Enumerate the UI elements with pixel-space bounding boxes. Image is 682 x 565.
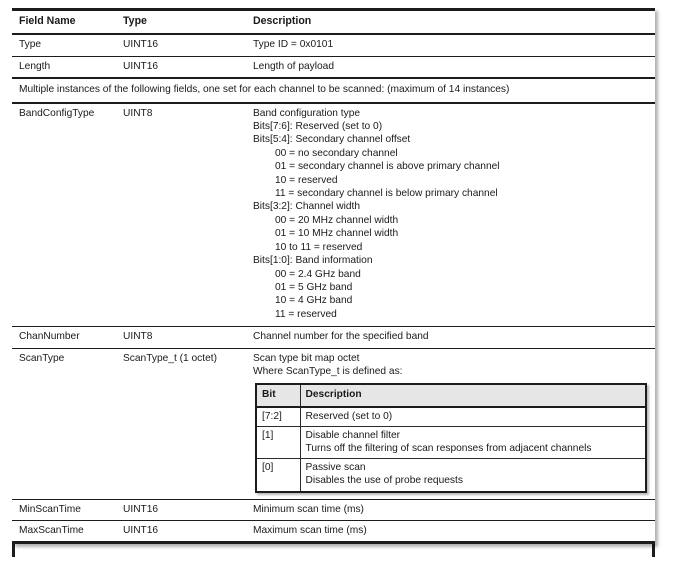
- desc-line: 10 = 4 GHz band: [275, 295, 353, 307]
- bitmap-row: [256, 459, 646, 492]
- cell-description: Type ID = 0x0101: [246, 34, 655, 56]
- cell-description: Minimum scan time (ms): [246, 499, 655, 520]
- bitmap-row: [256, 426, 646, 458]
- bitmap-cell-description: [300, 407, 646, 427]
- bitmap-cell-bit: [1]: [256, 426, 300, 458]
- desc-line: 01 = 10 MHz channel width: [275, 228, 399, 240]
- desc-line: Where ScanType_t is defined as:: [253, 365, 403, 377]
- bitmap-cell-description: [300, 459, 646, 492]
- table-row: [12, 56, 655, 78]
- bitmap-cell-bit: [0]: [256, 459, 300, 492]
- desc-line: Bits[5:4]: Secondary channel offset: [253, 134, 411, 146]
- cell-field-name: ScanType: [12, 348, 116, 499]
- desc-line: 11 = secondary channel is below primary channel: [275, 188, 498, 200]
- bitmap-column-header-description: Description: [300, 384, 646, 406]
- cell-field-name: BandConfigType: [12, 103, 116, 327]
- table-row: [12, 34, 655, 56]
- cell-type: UINT16: [116, 520, 246, 542]
- cell-description: [246, 103, 655, 327]
- cell-description: Channel number for the specified band: [246, 327, 655, 348]
- desc-line: 11 = reserved: [275, 308, 337, 320]
- cell-description: [246, 348, 655, 499]
- cell-type: ScanType_t (1 octet): [116, 348, 246, 499]
- cell-type: UINT8: [116, 327, 246, 348]
- table-span-note-row: [12, 78, 655, 102]
- desc-line: Bits[7:6]: Reserved (set to 0): [253, 121, 383, 133]
- desc-line: Scan type bit map octet: [253, 352, 360, 364]
- desc-line: 10 = reserved: [275, 174, 338, 186]
- column-header-field-name: Field Name: [12, 10, 116, 35]
- cell-description: Length of payload: [246, 56, 655, 78]
- cell-field-name: ChanNumber: [12, 327, 116, 348]
- column-header-type: Type: [116, 10, 246, 35]
- desc-line: Bits[3:2]: Channel width: [253, 201, 361, 213]
- table-row-scantype: [12, 348, 655, 499]
- scantype-bitmap-table: [255, 383, 647, 492]
- cell-type: UINT8: [116, 103, 246, 327]
- cell-type: UINT16: [116, 499, 246, 520]
- desc-line: 01 = secondary channel is above primary channel: [275, 161, 500, 173]
- desc-line: 00 = 2.4 GHz band: [275, 268, 361, 280]
- desc-line: Band configuration type: [253, 107, 361, 119]
- bitmap-column-header-bit: Bit: [256, 384, 300, 406]
- cell-field-name: Length: [12, 56, 116, 78]
- table-row-channumber: [12, 327, 655, 348]
- column-header-description: Description: [246, 10, 655, 35]
- table-row-bandconfigtype: [12, 103, 655, 327]
- bitmap-desc-line: Disable channel filter: [305, 429, 401, 441]
- cell-field-name: MinScanTime: [12, 499, 116, 520]
- span-note-text: Multiple instances of the following fields, one set for each channel to be scanned: (maximum of 14 instances): [12, 78, 655, 102]
- bitmap-header-row: [256, 384, 646, 406]
- table-row-maxscantime: [12, 520, 655, 542]
- cell-field-name: MaxScanTime: [12, 520, 116, 542]
- bitmap-desc-line: Passive scan: [305, 462, 366, 474]
- bitmap-desc-line: Turns off the filtering of scan responses from adjacent channels: [305, 442, 592, 454]
- bitmap-cell-bit: [7:2]: [256, 407, 300, 427]
- table-row-minscantime: [12, 499, 655, 520]
- cell-description: Maximum scan time (ms): [246, 520, 655, 542]
- bitmap-desc-line: Disables the use of probe requests: [305, 475, 463, 487]
- desc-line: 00 = 20 MHz channel width: [275, 214, 399, 226]
- bitmap-cell-description: [300, 426, 646, 458]
- cell-field-name: Type: [12, 34, 116, 56]
- cell-type: UINT16: [116, 56, 246, 78]
- desc-line: Bits[1:0]: Band information: [253, 255, 373, 267]
- cell-type: UINT16: [116, 34, 246, 56]
- field-specification-table: [12, 8, 655, 544]
- desc-line: 10 to 11 = reserved: [275, 241, 363, 253]
- bitmap-row: [256, 407, 646, 427]
- desc-line: 01 = 5 GHz band: [275, 281, 353, 293]
- table-header-row: [12, 10, 655, 35]
- bitmap-desc-line: Reserved (set to 0): [305, 410, 393, 422]
- desc-line: 00 = no secondary channel: [275, 147, 398, 159]
